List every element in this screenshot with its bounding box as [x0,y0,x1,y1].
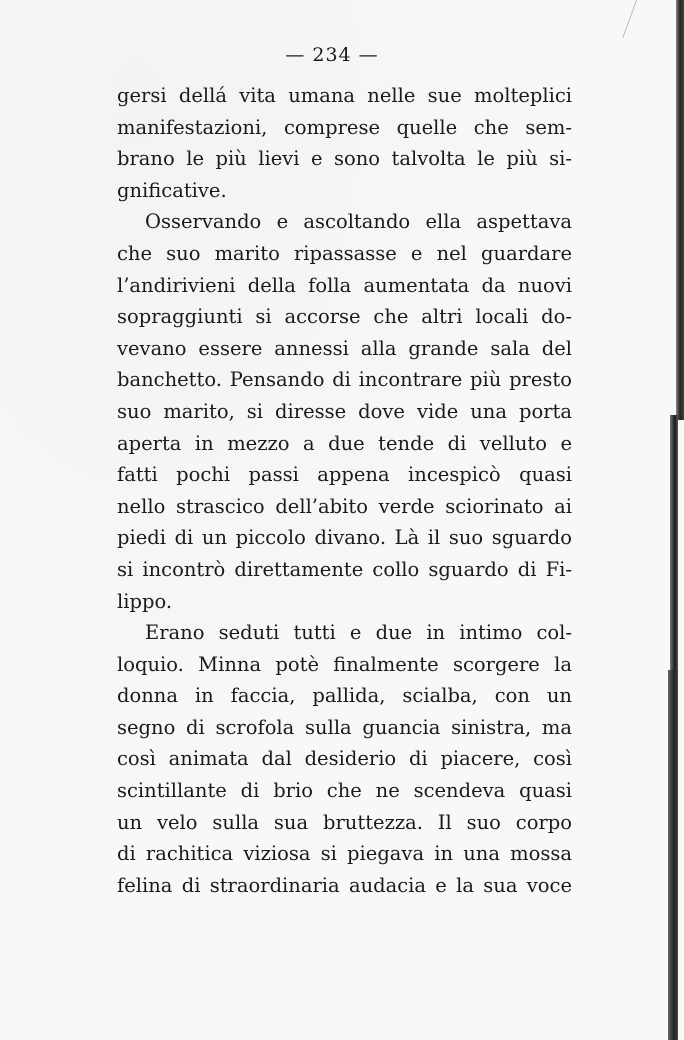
text-line: sopraggiunti si accorse che altri locali do- [117,305,572,329]
page-edge-shadow [668,670,678,1040]
text-line: suo marito, si diresse dove vide una porta [117,399,572,423]
text-line: così animata dal desiderio di piacere, così [117,747,572,771]
text-line: un velo sulla sua bruttezza. Il suo corpo [117,810,572,834]
text-line: scintillante di brio che ne scendeva quasi [117,779,572,803]
text-line: gnificative. [117,178,227,202]
text-line: l’andirivieni della folla aumentata da nuovi [117,273,572,297]
page-number: — 234 — [285,44,379,66]
text-line: nello strascico dell’abito verde sciorinato ai [117,494,572,518]
text-line: brano le più lievi e sono talvolta le più si- [117,147,572,171]
text-line: manifestazioni, comprese quelle che sem- [117,115,572,139]
text-line: si incontrò direttamente collo sguardo di Fi- [117,557,572,581]
text-line: loquio. Minna potè finalmente scorgere la [117,652,572,676]
page-edge-shadow [676,0,684,420]
text-line: donna in faccia, pallida, scialba, con un [117,684,572,708]
text-line: vevano essere annessi alla grande sala del [117,336,572,360]
text-line: felina di straordinaria audacia e la sua voce [117,873,572,897]
text-line: piedi di un piccolo divano. Là il suo sguardo [117,526,572,550]
text-line: Osservando e ascoltando ella aspettava [145,210,572,234]
paragraph [117,617,572,901]
paragraph [117,206,572,617]
text-line: fatti pochi passi appena incespicò quasi [117,463,572,487]
text-line: banchetto. Pensando di incontrare più presto [117,368,572,392]
page-edge-shadow [670,415,678,675]
text-line: di rachitica viziosa si piegava in una mossa [117,842,572,866]
text-line: Erano seduti tutti e due in intimo col- [145,621,572,645]
body-text [117,80,572,901]
text-line: gersi dellá vita umana nelle sue molteplici [117,84,572,107]
text-line: aperta in mezzo a due tende di velluto e [117,431,572,455]
text-line: che suo marito ripassasse e nel guardare [117,241,572,265]
paragraph [117,80,572,206]
page-fold-mark [622,0,637,38]
text-line: lippo. [117,589,173,613]
text-line: segno di scrofola sulla guancia sinistra, ma [117,715,572,739]
